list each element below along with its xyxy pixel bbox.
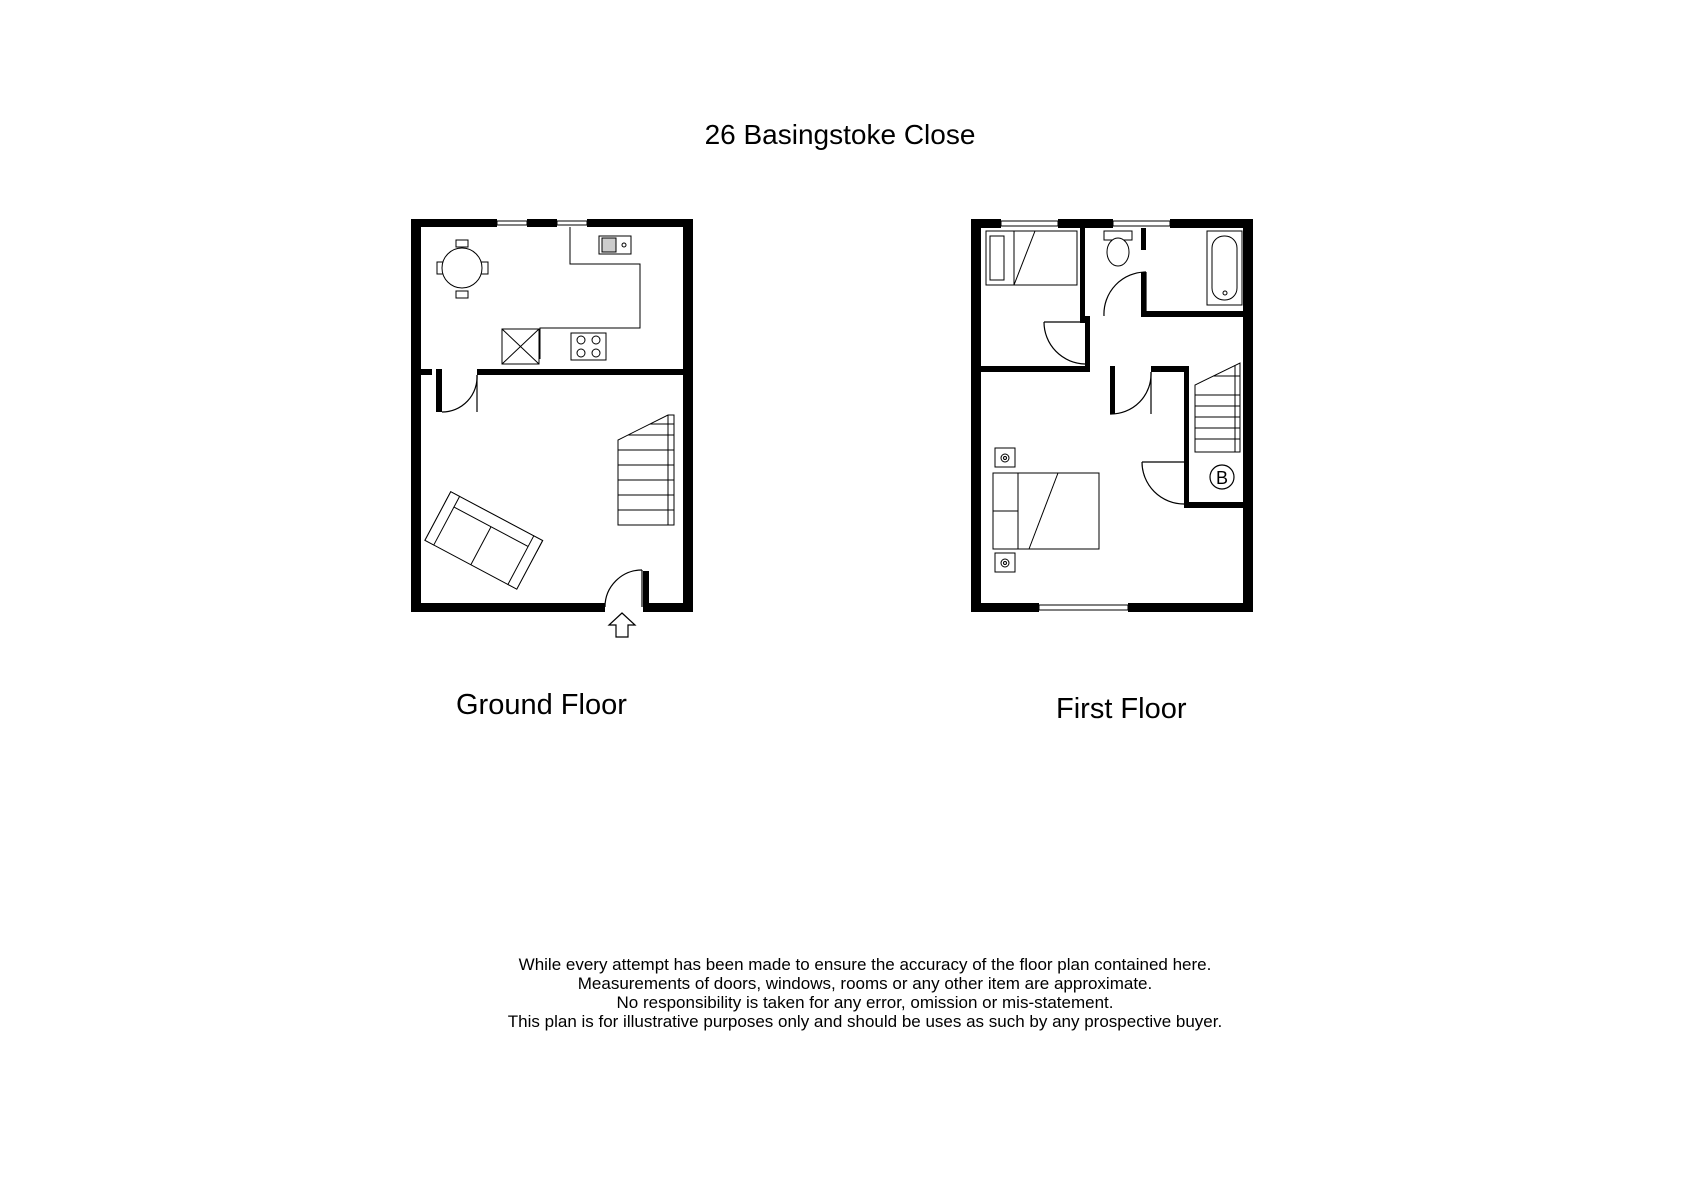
first-floor-label: First Floor [1056,693,1187,725]
toilet-icon [1104,231,1132,266]
appliance-box [502,329,539,364]
boiler-icon [1210,465,1234,489]
front-door [605,570,642,607]
sink-icon [599,236,631,254]
disclaimer-line: This plan is for illustrative purposes only and should be uses as such by any prospective buyer. [507,1012,1223,1031]
page-title: 26 Basingstoke Close [704,119,976,150]
sofa-icon [425,492,543,589]
staircase-first-icon [1195,363,1240,452]
ground-floor-plan [411,219,693,637]
disclaimer-line: No responsibility is taken for any error, omission or mis-statement. [616,993,1114,1012]
bath-icon [1207,231,1242,305]
hob-icon [571,333,606,360]
disclaimer-line: Measurements of doors, windows, rooms or any other item are approximate. [577,974,1153,993]
ground-floor-label: Ground Floor [456,689,627,721]
staircase-icon [618,415,674,525]
bed-icon [993,448,1099,572]
disclaimer [0,955,1696,1031]
first-floor-plan [971,219,1253,612]
boiler-label: B [1215,468,1229,488]
single-bed-icon [986,231,1077,285]
disclaimer-line: While every attempt has been made to ensure the accuracy of the floor plan contained here. [518,955,1212,974]
entrance-arrow-icon [609,613,635,637]
door-kitchen-lounge [442,375,477,412]
dining-table-icon [437,240,488,298]
